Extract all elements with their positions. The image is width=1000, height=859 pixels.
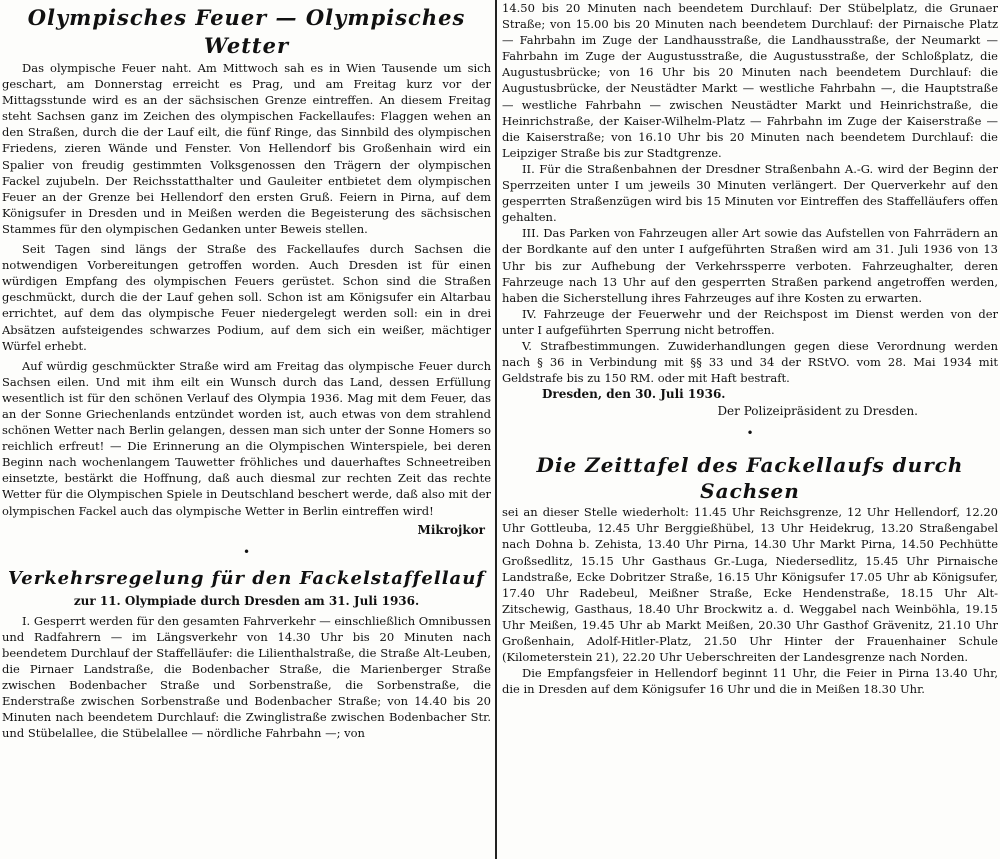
- headline-olympisches-feuer: Olympisches Feuer — Olympisches Wetter: [27, 5, 466, 58]
- author-signature: Mikrojkor: [417, 522, 485, 537]
- left-column: [2, 0, 491, 859]
- subheadline-verkehrsregelung: zur 11. Olympiade durch Dresden am 31. Juli 1936.: [73, 593, 420, 608]
- regulation-section-1-continued: 14.50 bis 20 Minuten nach beendetem Durchlauf: Der Stübelplatz, die Grunaer Straße; von 15.00 bis 20 Minuten nach beendetem Durchlauf: der Pirnaische Platz — Fahrbahn im Zuge der Landhausstraße, die Landhausstraße, der Neumarkt — Fahrbahn im Zuge der Augustusstraße, die Augustusstraße, der Schloßplatz, die Augustusbrücke; von 16 Uhr bis 20 Minuten nach beendetem Durchlauf: die Augustusbrücke, der Neustädter Markt — westliche Fahrbahn —, die Hauptstraße — westliche Fahrbahn — zwischen Neustädter Markt und Heinrichstraße, die Heinrichstraße, der Kaiser-Wilhelm-Platz — Fahrbahn im Zuge der Kaiserstraße — die Kaiserstraße; von 16.10 Uhr bis 20 Minuten nach beendetem Durchlauf: die Leipziger Straße bis zur Stadtgrenze.: [502, 1, 998, 160]
- regulation-section-4: IV. Fahrzeuge der Feuerwehr und der Reichspost im Dienst werden von der unter I aufgeführten Sperrung nicht betroffen.: [502, 306, 998, 337]
- ceremony-paragraph: Die Empfangsfeier in Hellendorf beginnt 11 Uhr, die Feier in Pirna 13.40 Uhr, die in Dresden auf dem Königsufer 16 Uhr und die in Meißen 18.30 Uhr.: [502, 666, 998, 697]
- timetable-paragraph: sei an dieser Stelle wiederholt: 11.45 Uhr Reichsgrenze, 12 Uhr Hellendorf, 12.20 Uhr Gottleuba, 12.45 Uhr Berggießhübel, 13 Uhr Heidekrug, 13.20 Straßengabel nach Dohna b. Zehista, 13.40 Uhr Pirna, 14.30 Uhr Markt Pirna, 14.50 Pechhütte Großsedlitz, 15.15 Uhr Gasthaus Gr.-Luga, Niedersedlitz, 15.45 Uhr Pirnaische Landstraße, Ecke Dobritzer Straße, 16.15 Uhr Königsufer 17.05 Uhr ab Königsufer, 17.40 Uhr Radebeul, Meißner Straße, Ecke Hendenstraße, 18.15 Uhr Alt-Zitschewig, Gasthaus, 18.40 Uhr Brockwitz a. d. Weggabel nach Weinböhla, 19.15 Uhr Meißen, 19.45 Uhr ab Markt Meißen, 20.30 Uhr Gasthof Grävenitz, 21.10 Uhr Großenhain, Adolf-Hitler-Platz, 21.50 Uhr Hinter der Frauenhainer Schule (Kilometerstein 21), 22.20 Uhr Ueberschreiten der Landesgrenze nach Norden.: [502, 505, 998, 665]
- article-paragraph-3: Auf würdig geschmückter Straße wird am Freitag das olympische Feuer durch Sachsen eilen. Und mit ihm eilt ein Wunsch durch das Land, dessen Erfüllung wesentlich ist für den schönen Verlauf des Olympia 1936. Mag mit dem Feuer, das an der Sonne Griechenlands entzündet worden ist, auch etwas von dem strahlend schönen Wetter nach Berlin gelangen, dessen man sich unter der Sonne Homers so reichlich erfreut! — Die Erinnerung an die Olympischen Winterspiele, bei deren Beginn nach wochenlangem Tauwetter fröhliches und dauerhaftes Schneetreiben einsetzte, bestärkt die Hoffnung, daß auch diesmal zur rechten Zeit das rechte Wetter für die Olympischen Spiele in Deutschland beschert werde, daß also mit der olympischen Fackel auch das olympische Wetter in Berlin eintreffen wird!: [2, 358, 491, 518]
- article-paragraph-2: Seit Tagen sind längs der Straße des Fackellaufes durch Sachsen die notwendigen Vorbereitungen getroffen worden. Auch Dresden ist für einen würdigen Empfang des olympischen Feuers gerüstet. Schon sind die Straßen geschmückt, durch die der Lauf gehen soll. Schon ist am Königsufer ein Altarbau errichtet, auf dem das olympische Feuer niedergelegt werden soll: ein in drei Absätzen aufsteigendes schwarzes Podium, auf dem sich ein weißer, mächtiger Würfel erhebt.: [2, 242, 491, 353]
- section-divider-right: •: [746, 426, 754, 441]
- regulation-date: Dresden, den 30. Juli 1936.: [542, 387, 726, 402]
- headline-verkehrsregelung: Verkehrsregelung für den Fackelstaffellauf: [7, 567, 486, 589]
- right-column: [502, 0, 998, 859]
- column-rule: [495, 0, 497, 859]
- regulation-section-5: V. Strafbestimmungen. Zuwiderhandlungen gegen diese Verordnung werden nach § 36 in Verbindung mit §§ 33 und 34 der RStVO. vom 28. Mai 1934 mit Geldstrafe bis zu 150 RM. oder mit Haft bestraft.: [502, 338, 998, 386]
- regulation-section-1: I. Gesperrt werden für den gesamten Fahrverkehr — einschließlich Omnibussen und Radfahrern — im Längsverkehr von 14.30 Uhr bis 20 Minuten nach beendetem Durchlauf der Staffelläufer: die Lilienthalstraße, die Straße Alt-Leuben, die Pirnaer Landstraße, die Bodenbacher Straße, die Marienberger Straße zwischen Bodenbacher Straße und Sorbenstraße, die Sorbenstraße, die Enderstraße zwischen Sorbenstraße und Bodenbacher Straße; von 14.40 bis 20 Minuten nach beendetem Durchlauf: die Zwinglistraße zwischen Bodenbacher Str. und Stübelallee, die Stübelallee — nördliche Fahrbahn —; von: [2, 613, 491, 741]
- article-paragraph-1: Das olympische Feuer naht. Am Mittwoch sah es in Wien Tausende um sich geschart, am Donnerstag erreicht es Prag, und am Freitag kurz vor der Mittagsstunde wird es an der sächsischen Grenze eintreffen. An diesem Freitag steht Sachsen ganz im Zeichen des olympischen Fackellaufes: Flaggen wehen an den Straßen, durch die der Lauf eilt, die fünf Ringe, das Sinnbild des olympischen Friedens, zieren Wände und Fenster. Von Hellendorf bis Großenhain wird ein Spalier von freudig gestimmten Volksgenossen den Trägern der olympischen Fackel zujubeln. Der Reichsstatthalter und Gauleiter entbietet dem olympischen Feuer an der Grenze bei Hellendorf den ersten Gruß. Feiern in Pirna, auf dem Königsufer in Dresden und in Meißen werden die Begeisterung des sächsischen Stammes für den olympischen Gedanken unter Beweis stellen.: [2, 61, 491, 236]
- regulation-section-3: III. Das Parken von Fahrzeugen aller Art sowie das Aufstellen von Fahrrädern an der Bordkante auf den unter I aufgeführten Straßen wird am 31. Juli 1936 von 13 Uhr bis zur Aufhebung der Verkehrssperre verboten. Fahrzeughalter, deren Fahrzeuge nach 13 Uhr auf den gesperrten Straßen parkend angetroffen werden, haben die Sicherstellung ihres Fahrzeuges auf ihre Kosten zu erwarten.: [502, 226, 998, 305]
- regulation-signer: Der Polizeipräsident zu Dresden.: [717, 404, 918, 419]
- regulation-section-2: II. Für die Straßenbahnen der Dresdner Straßenbahn A.-G. wird der Beginn der Sperrzeiten unter I um jeweils 30 Minuten verlängert. Der Querverkehr auf den gesperrten Straßenzügen wird bis 15 Minuten vor Eintreffen des Staffelläufers offen gehalten.: [502, 161, 998, 225]
- headline-zeittafel: Die Zeittafel des Fackellaufs durch Sachsen: [536, 453, 964, 504]
- section-divider: •: [242, 544, 251, 559]
